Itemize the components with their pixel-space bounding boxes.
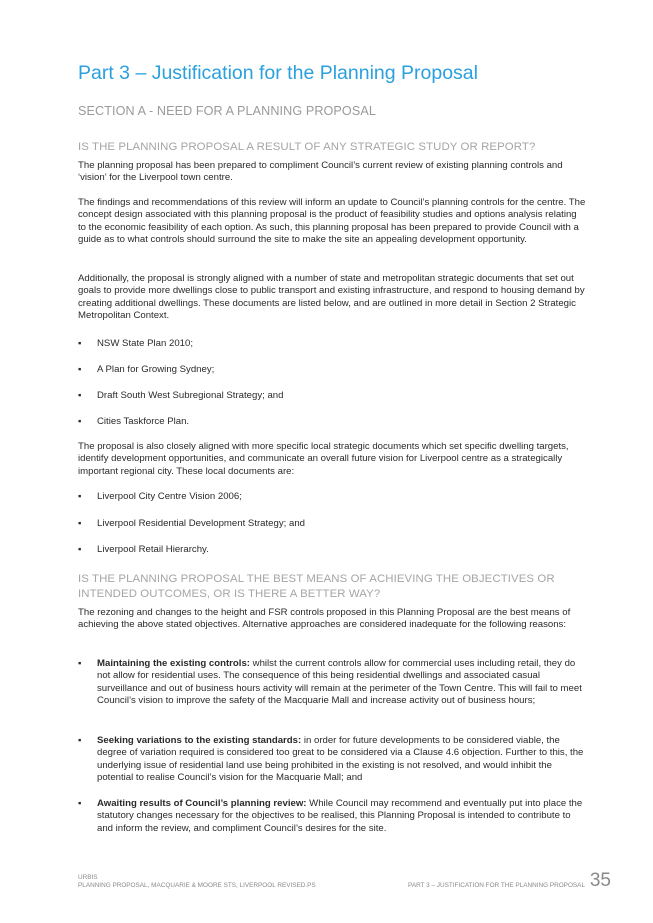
- bullet-icon: ▪: [78, 338, 82, 349]
- reason-1-text: whilst the current controls allow for commercial uses including retail, they do not allow for residential uses. The consequence of this being residential dwellings and associated casual surveillance and out of business hours activity will remain at the perimeter of the Town Centre. This will fail to meet Council’s vision to improve the safety of the Macquarie Mall and increase activity out of business hours;: [97, 658, 582, 706]
- question-2-heading-line-1: IS THE PLANNING PROPOSAL THE BEST MEANS OF ACHIEVING THE OBJECTIVES OR: [78, 573, 555, 585]
- reason-3-text: While Council may recommend and eventually put into place the statutory changes necessary for the objectives to be realised, this Planning Proposal is intended to contribute to and inform the review, and compliment Council’s desires for the site.: [97, 798, 583, 834]
- reason-2-text: in order for future developments to be considered viable, the degree of variation required is considered too great to be considered via a Clause 4.6 objection. Further to this, the underlying issue of residential land use being prohibited in the existing is not resolved, and would inhibit the potential to realise Council’s vision for the Macquarie Mall; and: [97, 735, 584, 783]
- bullet-icon: ▪: [78, 798, 82, 809]
- paragraph-1: The planning proposal has been prepared to compliment Council’s current review of existing planning controls and ‘vision’ for the Liverpool town centre.: [78, 160, 563, 184]
- paragraph-2: The findings and recommendations of this review will inform an update to Council’s planning controls for the centre. The concept design associated with this planning proposal is the product of feasibility studies and options analysis relating to the economic feasibility of each option. As such, this planning proposal has been prepared to provide Council with a guide as to what controls should surround the site to make the site an appealing development opportunity.: [78, 197, 586, 245]
- reason-3-title: Awaiting results of Council’s planning review:: [97, 798, 307, 809]
- bullet-icon: ▪: [78, 416, 82, 427]
- page-number: 35: [589, 870, 611, 891]
- document-page: Part 3 – Justification for the Planning Proposal SECTION A - NEED FOR A PLANNING PROPOSAL IS THE PLANNING PROPOSAL A RESULT OF ANY STRATEGIC STUDY OR REPORT? The planning proposal has been prepared to compliment Council’s current review of existing planning controls and ‘vision’ for the Liverpool town centre. The findings and recommendations of this review will inform an update to Council’s planning controls for the centre. The concept design associated with this planning proposal is the product of feasibility studies and options analysis relating to the economic feasibility of each option. As such, this planning proposal has been prepared to provide Council with a guide as to what controls should surround the site to make the site an appealing development opportunity. Additionally, the proposal is strongly aligned with a number of state and metropolitan strategic documents that set out goals to provide more dwellings close to public transport and existing infrastructure, and respond to housing demand by creating additional dwellings. These documents are listed below, and are outlined in more detail in Section 2 Strategic Metropolitan Context. ▪ NSW State Plan 2010; ▪ A Plan for Growing Sydney; ▪ Draft South West Subregional Strategy; and ▪ Cities Taskforce Plan. The proposal is also closely aligned with more specific local strategic documents which set specific dwelling targets, identify development opportunities, and communicate an overall future vision for Liverpool centre as a strategically important regional city. These local documents are: ▪ Liverpool City Centre Vision 2006; ▪ Liverpool Residential Development Strategy; and ▪ Liverpool Retail Hierarchy. IS THE PLANNING PROPOSAL THE BEST MEANS OF ACHIEVING THE OBJECTIVES OR INTENDED OUTCOMES, OR IS THERE A BETTER WAY? The rezoning and changes to the height and FSR controls proposed in this Planning Proposal are the best means of achieving the above stated objectives. Alternative approaches are considered inadequate for the following reasons: ▪ Maintaining the existing controls: whilst the current controls allow for commercial uses including retail, they do not allow for residential uses. The consequence of this being residential dwellings and associated casual surveillance and out of business hours activity will remain at the perimeter of the Town Centre. This will fail to meet Council’s vision to improve the safety of the Macquarie Mall and increase activity out of business hours; ▪ Seeking variations to the existing standards: in order for future developments to be considered viable, the degree of variation required is considered too great to be considered via a Clause 4.6 objection. Further to this, the underlying issue of residential land use being prohibited in the existing is not resolved, and would inhibit the potential to realise Council’s vision for the Macquarie Mall; and ▪ Awaiting results of Council’s planning review: While Council may recommend and eventually put into place the statutory changes necessary for the objectives to be realised, this Planning Proposal is intended to contribute to and inform the review, and compliment Council’s desires for the site. URBIS PLANNING PROPOSAL, MACQUARIE & MOORE STS, LIVERPOOL REVISED.PS PART 3 – JUSTIFICATION FOR THE PLANNING PROPOSAL 35: [0, 0, 653, 923]
- bullet-icon: ▪: [78, 735, 82, 746]
- question-2-heading-line-2: INTENDED OUTCOMES, OR IS THERE A BETTER WAY?: [78, 588, 381, 600]
- paragraph-3: Additionally, the proposal is strongly aligned with a number of state and metropolitan strategic documents that set out goals to provide more dwellings close to public transport and existing infrastructure, and respond to housing demand by creating additional dwellings. These documents are listed below, and are outlined in more detail in Section 2 Strategic Metropolitan Context.: [78, 273, 585, 321]
- question-1-heading: IS THE PLANNING PROPOSAL A RESULT OF ANY STRATEGIC STUDY OR REPORT?: [78, 141, 536, 153]
- bullet-icon: ▪: [78, 658, 82, 669]
- footer-left: [78, 874, 316, 890]
- bullet-icon: ▪: [78, 544, 82, 555]
- reason-1-title: Maintaining the existing controls:: [97, 658, 250, 669]
- page-title: Part 3 – Justification for the Planning Proposal: [78, 62, 478, 84]
- bullet-icon: ▪: [78, 518, 82, 529]
- paragraph-5: The rezoning and changes to the height and FSR controls proposed in this Planning Proposal are the best means of achieving the above stated objectives. Alternative approaches are considered inadequate for the following reasons:: [78, 607, 571, 631]
- section-a-heading: SECTION A - NEED FOR A PLANNING PROPOSAL: [78, 104, 376, 118]
- bullet-icon: ▪: [78, 364, 82, 375]
- footer-part-label: PART 3 – JUSTIFICATION FOR THE PLANNING PROPOSAL: [408, 882, 585, 889]
- footer-org: URBIS: [78, 874, 98, 881]
- footer-document: PLANNING PROPOSAL, MACQUARIE & MOORE STS, LIVERPOOL REVISED.PS: [78, 882, 316, 889]
- reason-2-title: Seeking variations to the existing standards:: [97, 735, 302, 746]
- bullet-icon: ▪: [78, 491, 82, 502]
- bullet-icon: ▪: [78, 390, 82, 401]
- paragraph-4: The proposal is also closely aligned with more specific local strategic documents which set specific dwelling targets, identify development opportunities, and communicate an overall future vision for Liverpool centre as a strategically important regional city. These local documents are:: [78, 441, 569, 477]
